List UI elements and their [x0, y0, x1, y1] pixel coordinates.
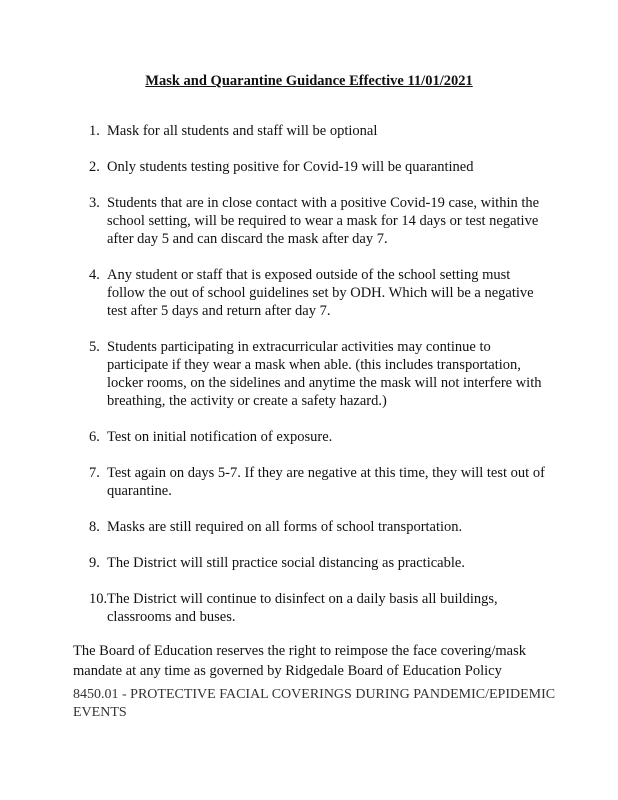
list-item [0, 158, 547, 176]
list-item [0, 428, 547, 446]
list-item-text: Students participating in extracurricular activities may continue to participate if they wear a mask when able. (this includes transportation, locker rooms, on the sidelines and anytime the mask will not interfere with breathing, the activity or create a safety hazard.) [107, 339, 542, 409]
closing-paragraph: The Board of Education reserves the right to reimpose the face covering/mask mandate at any time as governed by Ridgedale Board of Education Policy [73, 643, 526, 679]
list-item-text: The District will continue to disinfect on a daily basis all buildings, classrooms and buses. [107, 591, 498, 625]
list-item-number: 1. [89, 123, 100, 139]
list-item [0, 554, 547, 572]
list-item-number: 2. [89, 159, 100, 175]
list-item-number: 4. [89, 267, 100, 283]
policy-reference: 8450.01 - PROTECTIVE FACIAL COVERINGS DURING PANDEMIC/EPIDEMIC EVENTS [73, 687, 556, 720]
list-item-text: Any student or staff that is exposed outside of the school setting must follow the out of school guidelines set by ODH. Which will be a negative test after 5 days and return after day 7. [107, 267, 534, 319]
list-item-number: 6. [89, 429, 100, 445]
guidance-list [0, 122, 618, 626]
list-item-number: 9. [89, 555, 100, 571]
list-item-number: 3. [89, 195, 100, 211]
list-item-number: 8. [89, 519, 100, 535]
list-item-text: Students that are in close contact with a positive Covid-19 case, within the school setting, will be required to wear a mask for 14 days or test negative after day 5 and can discard the mask after day 7. [107, 195, 540, 247]
list-item [0, 266, 547, 320]
list-item-number: 10. [89, 591, 108, 607]
list-item-text: Only students testing positive for Covid-19 will be quarantined [107, 159, 474, 175]
list-item [0, 464, 547, 500]
list-item-number: 5. [89, 339, 100, 355]
list-item-number: 7. [89, 465, 100, 481]
list-item [0, 518, 547, 536]
list-item-text: Masks are still required on all forms of school transportation. [107, 519, 463, 535]
list-item-text: Test again on days 5-7. If they are negative at this time, they will test out of quarantine. [107, 465, 545, 499]
list-item-text: The District will still practice social distancing as practicable. [107, 555, 465, 571]
list-item [0, 194, 547, 248]
list-item [0, 338, 547, 410]
list-item-text: Mask for all students and staff will be optional [107, 123, 378, 139]
list-item-text: Test on initial notification of exposure. [107, 429, 333, 445]
list-item [0, 122, 547, 140]
document-title: Mask and Quarantine Guidance Effective 11/01/2021 [145, 73, 473, 89]
list-item [0, 590, 547, 626]
